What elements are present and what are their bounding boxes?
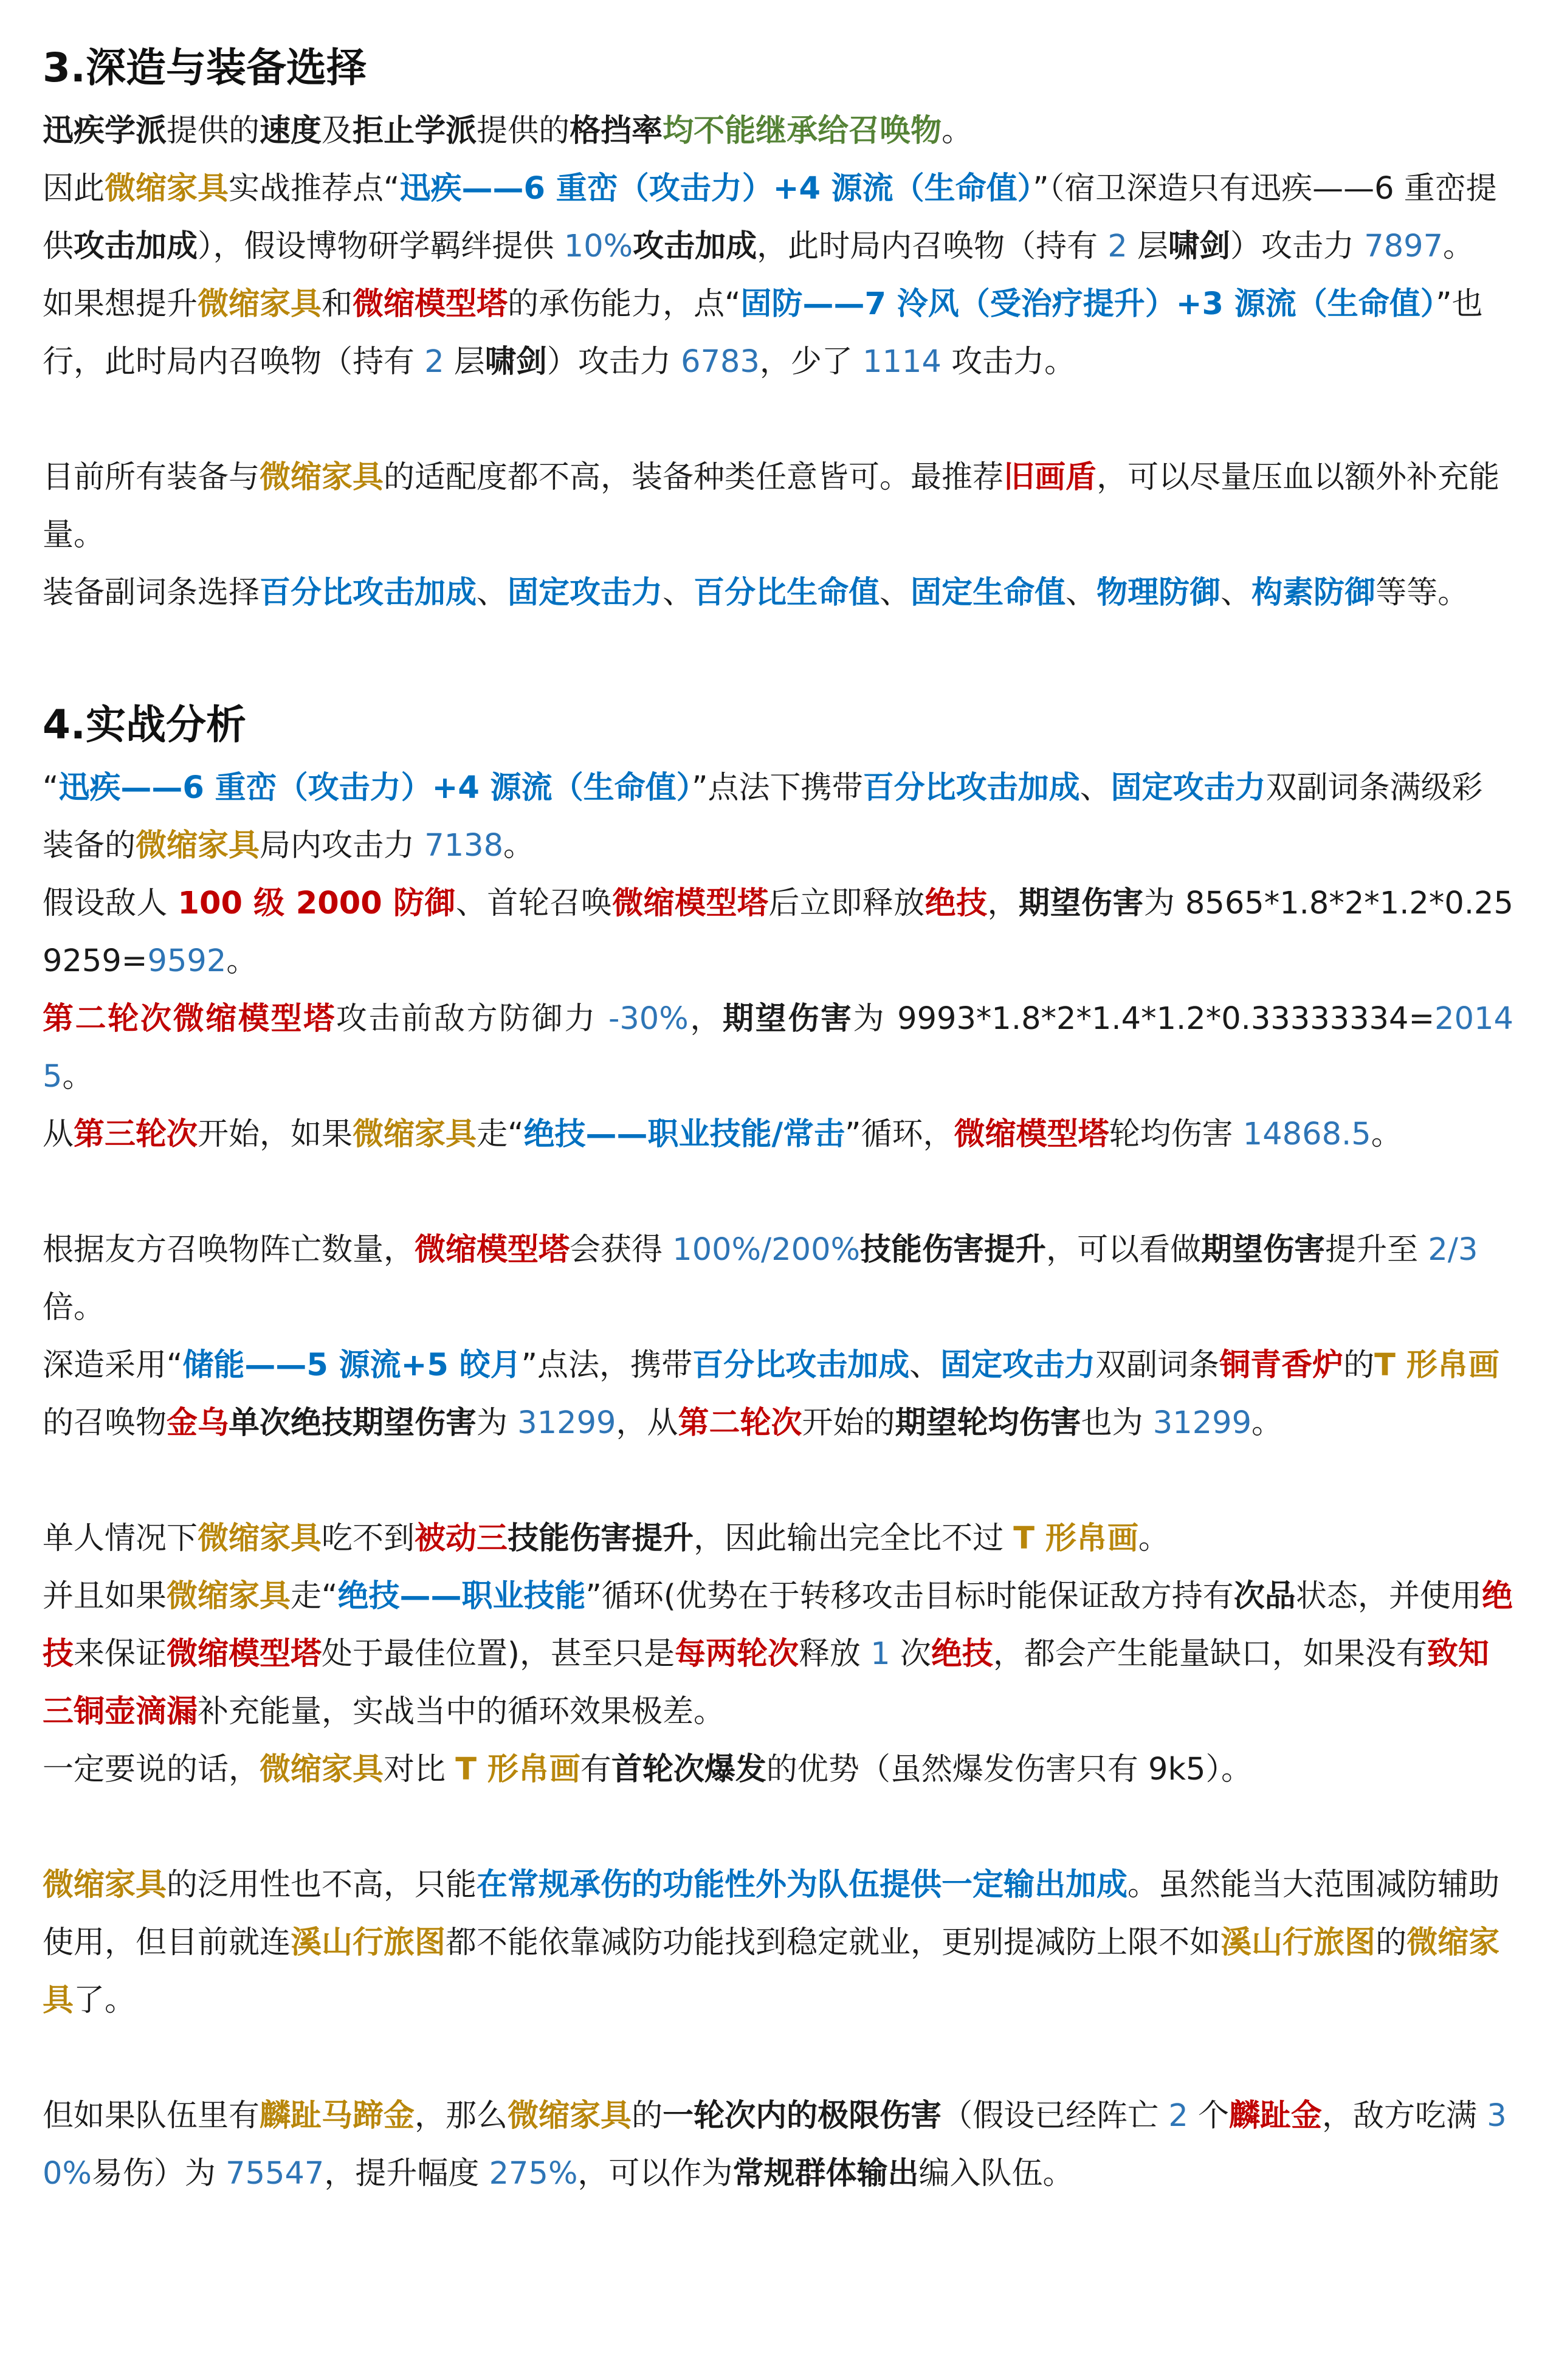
text-run: 提供的 <box>167 113 260 149</box>
text-run: 如果想提升 <box>43 286 198 322</box>
highlight-text: 2 <box>424 344 444 380</box>
paragraph <box>43 1106 1513 1163</box>
paragraph <box>43 1856 1513 2029</box>
highlight-text: 期望轮均伤害 <box>895 1405 1081 1441</box>
text-run: 吃不到 <box>322 1521 415 1556</box>
text-run: 释放 <box>798 1636 871 1672</box>
text-run: ），假设博物研学羁绊提供 <box>198 229 564 264</box>
paragraph <box>43 875 1513 990</box>
text-run: ，可以尽量压血以额外补充能量。 <box>43 459 1500 553</box>
text-run: 局内攻击力 <box>260 828 425 864</box>
text-run: 、 <box>663 575 694 611</box>
text-run: 、 <box>477 575 508 611</box>
text-run: 易伤）为 <box>91 2156 226 2192</box>
highlight-text: 100 级 2000 防御 <box>177 886 456 921</box>
text-run: ）攻击力 <box>1230 229 1365 264</box>
text-run: 有 <box>580 1752 611 1787</box>
section-heading <box>43 695 1513 755</box>
paragraph-spacer <box>43 622 1513 695</box>
highlight-text: 一轮次内的极限伤害 <box>663 2098 942 2134</box>
highlight-text: 微缩家具 <box>353 1116 477 1152</box>
text-run: ”点法下携带 <box>692 770 863 806</box>
text-run: 、 <box>909 1347 941 1383</box>
text-run: 。 <box>503 828 535 864</box>
highlight-text: 2 <box>1168 2098 1188 2134</box>
highlight-text: 275% <box>489 2156 578 2192</box>
highlight-text: 微缩模型塔 <box>612 886 769 921</box>
highlight-text: 麟趾马蹄金 <box>260 2098 415 2134</box>
text-run: 走“ <box>477 1116 524 1152</box>
text-run: ，可以看做 <box>1046 1232 1202 1268</box>
text-run: ”点法，携带 <box>521 1347 693 1383</box>
text-run: 。 <box>62 1059 94 1095</box>
text-run: 。 <box>1443 229 1475 264</box>
highlight-text: 常规群体输出 <box>732 2156 919 2192</box>
text-run: ，此时局内召唤物（持有 <box>757 229 1108 264</box>
text-run: 但如果队伍里有 <box>43 2098 260 2134</box>
text-run: ，提升幅度 <box>324 2156 489 2192</box>
paragraph-spacer <box>43 1163 1513 1221</box>
text-run: 轮均伤害 <box>1109 1116 1243 1152</box>
text-run: 。 <box>1251 1405 1283 1441</box>
highlight-text: 固防——7 泠风（受治疗提升）+3 源流（生命值） <box>740 286 1436 322</box>
text-run: ， <box>987 886 1019 921</box>
highlight-text: 第二轮次微缩模型塔 <box>43 1001 336 1037</box>
text-run: 的 <box>1343 1347 1375 1383</box>
text-run: 状态，并使用 <box>1295 1578 1482 1614</box>
highlight-text: 微缩家具 <box>43 1867 167 1903</box>
highlight-text: 绝技 <box>924 886 988 921</box>
text-run: ，从 <box>616 1405 678 1441</box>
text-run: 因此 <box>43 171 105 207</box>
text-run: 深造采用“ <box>43 1347 183 1383</box>
text-run: 的 <box>632 2098 663 2134</box>
text-run: 个 <box>1188 2098 1229 2134</box>
paragraph <box>43 1567 1513 1741</box>
highlight-text: 绝技 <box>43 1578 1513 1672</box>
text-run: 为 9993*1.8*2*1.4*1.2*0.33333334= <box>853 1001 1435 1037</box>
paragraph <box>43 102 1513 160</box>
highlight-text: 微缩家具 <box>198 286 322 322</box>
highlight-text: 每两轮次 <box>674 1636 799 1672</box>
paragraph-spacer <box>43 2029 1513 2087</box>
text-run: 假设敌人 <box>43 886 178 921</box>
highlight-text: 攻击加成 <box>633 229 757 264</box>
text-run: 的承伤能力，点“ <box>508 286 741 322</box>
text-run: 单人情况下 <box>43 1521 198 1556</box>
highlight-text: 75547 <box>225 2156 325 2192</box>
text-run: 攻击前敌方防御力 <box>336 1001 608 1037</box>
text-run: 。 <box>942 113 973 149</box>
highlight-text: 次品 <box>1233 1578 1296 1614</box>
highlight-text: 固定生命值 <box>911 575 1066 611</box>
text-run: ）攻击力 <box>546 344 681 380</box>
highlight-text: 铜青香炉 <box>1219 1347 1344 1383</box>
highlight-text: 被动三 <box>415 1521 508 1556</box>
highlight-text: 迅疾学派 <box>43 113 167 149</box>
highlight-text: 物理防御 <box>1096 575 1221 611</box>
text-run: 实战推荐点“ <box>229 171 400 207</box>
highlight-text: 微缩家具 <box>136 828 260 864</box>
highlight-text: 迅疾——6 重峦（攻击力）+4 源流（生命值） <box>399 171 1033 207</box>
text-run: 会获得 <box>570 1232 673 1268</box>
paragraph <box>43 1221 1513 1336</box>
paragraph-spacer <box>43 1798 1513 1856</box>
highlight-text: 10% <box>563 229 633 264</box>
highlight-text: 均不能继承给召唤物 <box>663 113 942 149</box>
highlight-text: 微缩模型塔 <box>954 1116 1109 1152</box>
paragraph-spacer <box>43 391 1513 449</box>
highlight-text: 百分比攻击加成 <box>862 770 1080 806</box>
text-run: ，可以作为 <box>577 2156 733 2192</box>
text-run: 攻击力。 <box>941 344 1076 380</box>
text-run: 层 <box>444 344 485 380</box>
text-run: ，敌方吃满 <box>1322 2098 1487 2134</box>
highlight-text: 啸剑 <box>1168 229 1231 264</box>
highlight-text: 技能伤害提升 <box>860 1232 1047 1268</box>
highlight-text: 1114 <box>862 344 942 380</box>
text-run: 、首轮召唤 <box>455 886 613 921</box>
highlight-text: -30% <box>608 1001 689 1037</box>
paragraph <box>43 160 1513 275</box>
highlight-text: 百分比攻击加成 <box>692 1347 910 1383</box>
text-run: 3.深造与装备选择 <box>43 44 367 91</box>
text-run: 和 <box>322 286 353 322</box>
text-run: 也为 <box>1081 1405 1153 1441</box>
highlight-text: 技能伤害提升 <box>508 1521 694 1556</box>
highlight-text: 31299 <box>517 1405 616 1441</box>
highlight-text: 啸剑 <box>484 344 547 380</box>
text-run: 双副词条满级彩装备的 <box>43 770 1483 864</box>
highlight-text: 2 <box>1107 229 1127 264</box>
highlight-text: 旧画盾 <box>1003 459 1097 495</box>
highlight-text: 微缩模型塔 <box>415 1232 570 1268</box>
paragraph <box>43 449 1513 564</box>
highlight-text: 微缩家具 <box>167 1578 291 1614</box>
highlight-text: 微缩模型塔 <box>167 1636 322 1672</box>
highlight-text: 期望伤害 <box>1019 886 1144 921</box>
text-run: 倍。 <box>43 1290 105 1326</box>
highlight-text: 绝技——职业技能/常击 <box>523 1116 845 1152</box>
text-run: 的泛用性也不高，只能 <box>167 1867 477 1903</box>
text-run: “ <box>43 770 59 806</box>
text-run: 提供的 <box>477 113 570 149</box>
text-run: 的适配度都不高，装备种类任意皆可。最推荐 <box>384 459 1004 495</box>
text-run: 为 8565*1.8*2*1.2*0.259259= <box>43 886 1513 979</box>
highlight-text: 9592 <box>147 943 227 979</box>
text-run: 处于最佳位置)，甚至只是 <box>322 1636 675 1672</box>
text-run: 4.实战分析 <box>43 701 246 748</box>
highlight-text: 微缩模型塔 <box>353 286 508 322</box>
text-run: 对比 <box>384 1752 456 1787</box>
highlight-text: 微缩家具 <box>105 171 229 207</box>
paragraph <box>43 1336 1513 1452</box>
text-run: 。虽然能当大范围减防辅助使用，但目前就连 <box>43 1867 1500 1961</box>
text-run: （假设已经阵亡 <box>942 2098 1169 2134</box>
highlight-text: 100%/200% <box>672 1232 861 1268</box>
highlight-text: 期望伤害 <box>1201 1232 1326 1268</box>
highlight-text: 攻击加成 <box>74 229 198 264</box>
highlight-text: 固定攻击力 <box>940 1347 1096 1383</box>
highlight-text: 麟趾金 <box>1228 2098 1322 2134</box>
highlight-text: 首轮次爆发 <box>611 1752 766 1787</box>
text-run: ”循环(优势在于转移攻击目标时能保证敌方持有 <box>585 1578 1234 1614</box>
text-run: ”也行，此时局内召唤物（持有 <box>43 286 1483 380</box>
highlight-text: 7897 <box>1364 229 1444 264</box>
text-run: 装备副词条选择 <box>43 575 260 611</box>
highlight-text: 第二轮次 <box>678 1405 802 1441</box>
paragraph-spacer <box>43 1452 1513 1510</box>
highlight-text: 微缩家具 <box>198 1521 322 1556</box>
text-run: 的 <box>1375 1925 1407 1961</box>
highlight-text: 迅疾——6 重峦（攻击力）+4 源流（生命值） <box>58 770 692 806</box>
paragraph <box>43 1510 1513 1567</box>
text-run: 根据友方召唤物阵亡数量， <box>43 1232 415 1268</box>
highlight-text: 6783 <box>681 344 760 380</box>
highlight-text: 格挡率 <box>570 113 663 149</box>
highlight-text: 绝技 <box>931 1636 993 1672</box>
highlight-text: 速度 <box>260 113 322 149</box>
text-run: 双副词条 <box>1095 1347 1220 1383</box>
text-run: 从 <box>43 1116 74 1152</box>
text-run: 、 <box>1079 770 1111 806</box>
paragraph <box>43 2087 1513 2203</box>
text-run: 。 <box>1138 1521 1169 1556</box>
highlight-text: 微缩家具 <box>260 459 384 495</box>
section-heading <box>43 38 1513 98</box>
text-run: ， <box>688 1001 723 1037</box>
text-run: 次 <box>890 1636 931 1672</box>
highlight-text: 微缩家具 <box>43 1925 1500 2018</box>
highlight-text: 在常规承伤的功能性外为队伍提供一定输出加成 <box>477 1867 1128 1903</box>
highlight-text: 微缩家具 <box>508 2098 632 2134</box>
highlight-text: 储能——5 源流+5 皎月 <box>182 1347 522 1383</box>
text-run: 并且如果 <box>43 1578 167 1614</box>
paragraph <box>43 1741 1513 1798</box>
text-run: 及 <box>322 113 353 149</box>
text-run: 一定要说的话， <box>43 1752 260 1787</box>
highlight-text: T 形帛画 <box>455 1752 580 1787</box>
text-run: 来保证 <box>74 1636 167 1672</box>
text-run: 层 <box>1127 229 1169 264</box>
highlight-text: 构素防御 <box>1251 575 1376 611</box>
highlight-text: T 形帛画 <box>1374 1347 1499 1383</box>
highlight-text: 20145 <box>43 1001 1513 1095</box>
text-run: 。 <box>1371 1116 1402 1152</box>
highlight-text: 2/3 <box>1428 1232 1478 1268</box>
highlight-text: 百分比攻击加成 <box>260 575 477 611</box>
text-run: ”循环， <box>845 1116 954 1152</box>
paragraph <box>43 564 1513 622</box>
highlight-text: 固定攻击力 <box>508 575 663 611</box>
text-run: 补充能量，实战当中的循环效果极差。 <box>198 1694 725 1730</box>
text-run: 走“ <box>291 1578 338 1614</box>
text-run: 的召唤物 <box>43 1405 167 1441</box>
highlight-text: 百分比生命值 <box>694 575 880 611</box>
highlight-text: 绝技——职业技能 <box>337 1578 586 1614</box>
text-run: ，因此输出完全比不过 <box>694 1521 1014 1556</box>
paragraph <box>43 275 1513 391</box>
text-run: 开始的 <box>802 1405 895 1441</box>
highlight-text: 单次绝技期望伤害 <box>229 1405 477 1441</box>
text-run: ，都会产生能量缺口，如果没有 <box>993 1636 1427 1672</box>
text-run: 、 <box>880 575 911 611</box>
text-run: 了。 <box>74 1983 136 2018</box>
paragraph <box>43 759 1513 875</box>
highlight-text: 1 <box>870 1636 890 1672</box>
highlight-text: 30% <box>43 2098 1507 2192</box>
highlight-text: 7138 <box>424 828 504 864</box>
text-run: 、 <box>1065 575 1097 611</box>
text-run: ”（宿卫深造只有迅疾——6 重峦提供 <box>43 171 1497 264</box>
highlight-text: 拒止学派 <box>353 113 477 149</box>
text-run: 开始，如果 <box>198 1116 353 1152</box>
highlight-text: 固定攻击力 <box>1110 770 1266 806</box>
paragraph <box>43 990 1513 1106</box>
text-run: 的优势（虽然爆发伤害只有 9k5）。 <box>766 1752 1252 1787</box>
text-run: 编入队伍。 <box>918 2156 1074 2192</box>
text-run: 后立即释放 <box>768 886 925 921</box>
text-run: 都不能依靠减防功能找到稳定就业，更别提减防上限不如 <box>446 1925 1221 1961</box>
highlight-text: 14868.5 <box>1242 1116 1371 1152</box>
highlight-text: T 形帛画 <box>1013 1521 1138 1556</box>
highlight-text: 微缩家具 <box>260 1752 384 1787</box>
text-run: ，少了 <box>759 344 863 380</box>
text-run: 。 <box>226 943 258 979</box>
highlight-text: 溪山行旅图 <box>291 1925 446 1961</box>
highlight-text: 期望伤害 <box>723 1001 853 1037</box>
highlight-text: 致知三 <box>43 1636 1489 1730</box>
text-run: 提升至 <box>1325 1232 1428 1268</box>
highlight-text: 第三轮次 <box>74 1116 198 1152</box>
highlight-text: 31299 <box>1152 1405 1252 1441</box>
highlight-text: 铜壶滴漏 <box>74 1694 198 1730</box>
highlight-text: 金乌 <box>167 1405 229 1441</box>
text-run: 目前所有装备与 <box>43 459 260 495</box>
highlight-text: 溪山行旅图 <box>1220 1925 1376 1961</box>
text-run: ，那么 <box>415 2098 508 2134</box>
text-run: 为 <box>477 1405 518 1441</box>
text-run: 等等。 <box>1375 575 1469 611</box>
text-run: 、 <box>1220 575 1252 611</box>
